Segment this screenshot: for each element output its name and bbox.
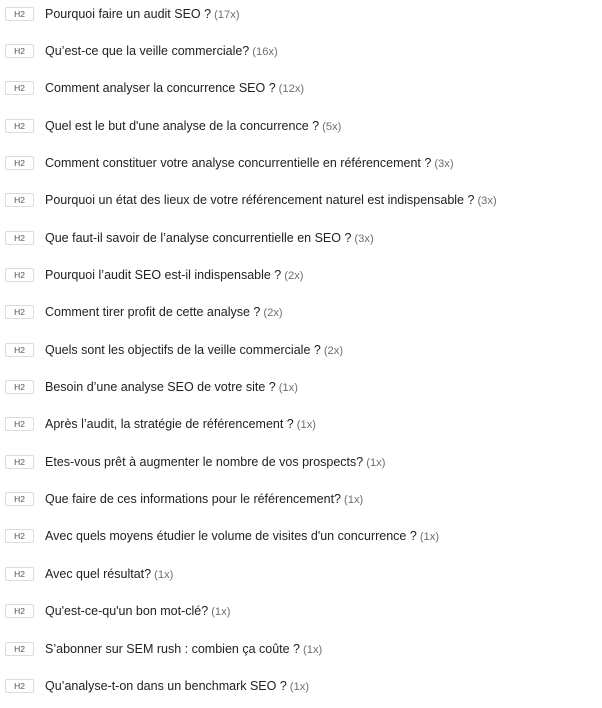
heading-label: Qu'est-ce-qu'un bon mot-clé? — [45, 603, 209, 618]
heading-text — [45, 150, 454, 177]
heading-label: Que faire de ces informations pour le référencement? — [45, 491, 341, 506]
h2-badge: H2 — [5, 529, 34, 543]
h2-badge: H2 — [5, 679, 34, 693]
heading-text — [45, 113, 341, 140]
h2-badge: H2 — [5, 642, 34, 656]
h2-badge: H2 — [5, 492, 34, 506]
h2-badge: H2 — [5, 604, 34, 618]
occurrence-count: (2x) — [263, 306, 283, 319]
occurrence-count: (2x) — [323, 344, 344, 357]
heading-text — [45, 673, 309, 700]
occurrence-count: (1x) — [154, 568, 174, 581]
h2-badge: H2 — [5, 305, 34, 319]
h2-badge: H2 — [5, 567, 34, 581]
heading-label: Pourquoi faire un audit SEO ? — [45, 6, 212, 21]
heading-text — [45, 598, 230, 625]
heading-label: Etes-vous prêt à augmenter le nombre de vos prospects? — [45, 454, 364, 469]
heading-text — [45, 411, 316, 438]
occurrence-count: (1x) — [366, 456, 386, 469]
h2-badge: H2 — [5, 380, 34, 394]
heading-text — [45, 486, 363, 513]
occurrence-count: (1x) — [289, 680, 310, 693]
heading-label: Après l’audit, la stratégie de référencement ? — [45, 416, 294, 431]
h2-badge: H2 — [5, 44, 34, 58]
heading-text — [45, 75, 304, 102]
h2-badge: H2 — [5, 417, 34, 431]
heading-label: Quels sont les objectifs de la veille commerciale ? — [45, 342, 321, 357]
heading-label: Avec quels moyens étudier le volume de visites d'un concurrence ? — [45, 528, 417, 543]
heading-label: Comment tirer profit de cette analyse ? — [45, 304, 261, 319]
heading-label: S’abonner sur SEM rush : combien ça coûte ? — [45, 641, 300, 656]
h2-badge: H2 — [5, 119, 34, 133]
occurrence-count: (12x) — [278, 82, 305, 95]
heading-text — [45, 374, 298, 401]
heading-label: Pourquoi un état des lieux de votre référencement naturel est indispensable ? — [45, 192, 475, 207]
occurrence-count: (1x) — [303, 643, 323, 656]
heading-text — [45, 337, 343, 364]
occurrence-count: (5x) — [322, 120, 342, 133]
heading-label: Avec quel résultat? — [45, 566, 152, 581]
heading-text — [45, 449, 386, 476]
heading-label: Qu’est-ce que la veille commerciale? — [45, 43, 250, 58]
h2-badge: H2 — [5, 156, 34, 170]
heading-label: Besoin d’une analyse SEO de votre site ? — [45, 379, 276, 394]
h2-badge: H2 — [5, 193, 34, 207]
heading-label: Qu’analyse-t-on dans un benchmark SEO ? — [45, 678, 287, 693]
h2-badge: H2 — [5, 268, 34, 282]
h2-badge: H2 — [5, 7, 34, 21]
h2-badge: H2 — [5, 455, 34, 469]
heading-label: Quel est le but d'une analyse de la concurrence ? — [45, 118, 320, 133]
occurrence-count: (3x) — [354, 232, 374, 245]
h2-badge: H2 — [5, 81, 34, 95]
occurrence-count: (1x) — [344, 493, 364, 506]
occurrence-count: (3x) — [477, 194, 497, 207]
heading-text — [45, 1, 240, 28]
occurrence-count: (1x) — [211, 605, 231, 618]
occurrence-count: (2x) — [284, 269, 304, 282]
h2-badge: H2 — [5, 231, 34, 245]
occurrence-count: (1x) — [419, 530, 440, 543]
heading-label: Que faut-il savoir de l’analyse concurrentielle en SEO ? — [45, 230, 352, 245]
heading-label: Pourquoi l’audit SEO est-il indispensable ? — [45, 267, 282, 282]
heading-text — [45, 299, 283, 326]
heading-text — [45, 561, 173, 588]
occurrence-count: (3x) — [434, 157, 454, 170]
heading-text — [45, 523, 439, 550]
heading-text — [45, 262, 304, 289]
heading-text — [45, 636, 322, 663]
occurrence-count: (1x) — [278, 381, 298, 394]
heading-text — [45, 187, 497, 214]
heading-text — [45, 38, 278, 65]
occurrence-count: (16x) — [252, 45, 278, 58]
heading-text — [45, 225, 374, 252]
heading-label: Comment analyser la concurrence SEO ? — [45, 80, 276, 95]
h2-badge: H2 — [5, 343, 34, 357]
occurrence-count: (17x) — [214, 8, 240, 21]
occurrence-count: (1x) — [296, 418, 317, 431]
heading-label: Comment constituer votre analyse concurrentielle en référencement ? — [45, 155, 432, 170]
